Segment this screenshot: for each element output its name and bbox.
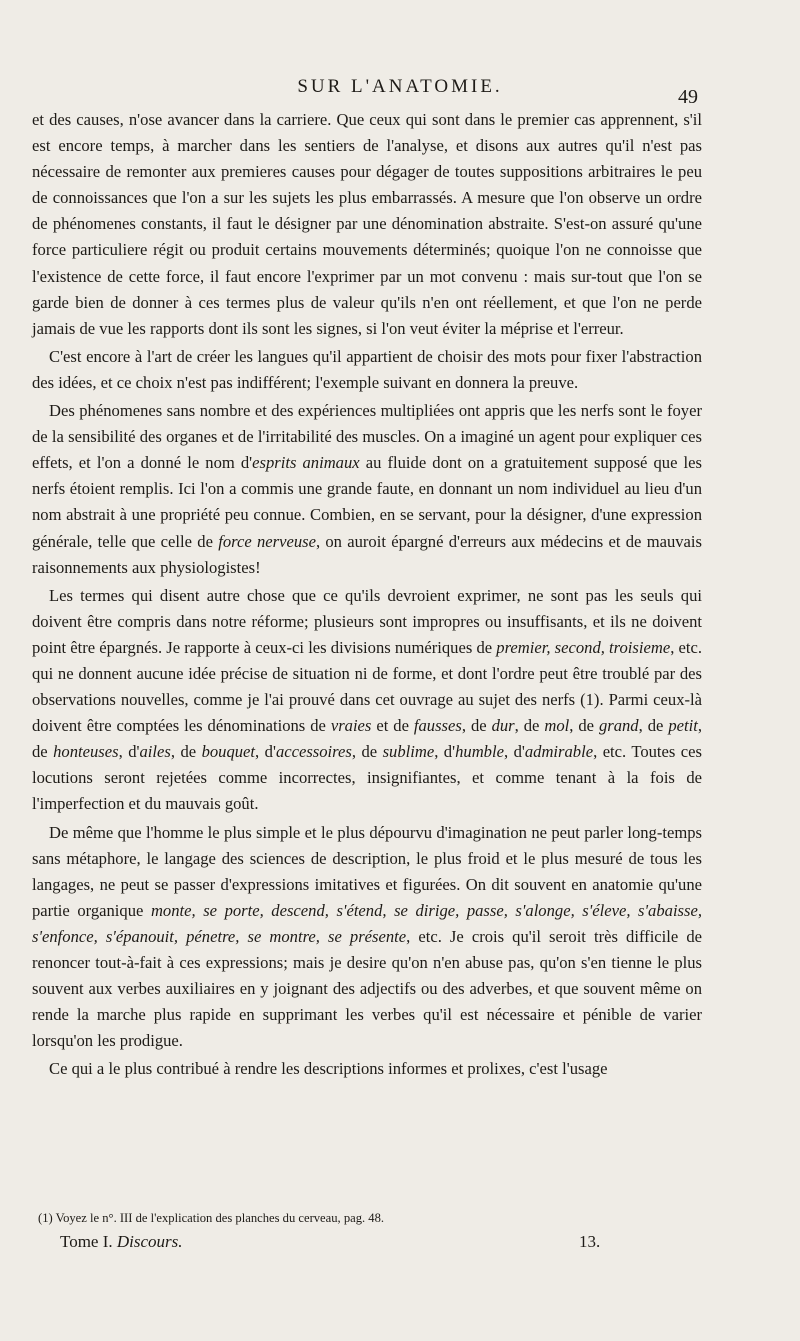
paragraph bbox=[32, 398, 702, 581]
italic-term: sublime bbox=[382, 742, 435, 762]
text-run: , d' bbox=[118, 742, 140, 762]
paragraph bbox=[32, 583, 702, 818]
text-run: , d' bbox=[255, 742, 276, 762]
italic-term: petit bbox=[668, 716, 698, 736]
text-run: De même que l'homme le plus simple et le plus dépourvu d'imagination ne peut parler long-temps sans métaphore, le langage des sciences de description, le plus froid et le plus mesuré de tous les langages, ne peut se passer d'expressions imitatives et figurées. On dit souvent en anatomie qu'une partie organique bbox=[32, 822, 702, 920]
text-run: , de bbox=[32, 716, 702, 762]
italic-term: dur bbox=[491, 716, 515, 736]
text-run: au fluide dont on a gratuitement supposé que les nerfs étoient remplis. Ici l'on a commis une grande faute, en donnant un nom individuel au lieu d'un nom abstrait à une propriété peu connue. Combien, en se servant, pour la désigner, d'une expression générale, telle que celle de bbox=[32, 453, 702, 551]
footnote: (1) Voyez le n°. III de l'explication des planches du cerveau, pag. 48. bbox=[38, 1211, 385, 1225]
text-run: , de bbox=[569, 716, 599, 736]
italic-term: grand bbox=[598, 716, 639, 736]
text-run: , etc. Je crois qu'il seroit très difficile de renoncer tout-à-fait à ces expressions; mais je desire qu'on n'en abuse pas, qu'on s'en tienne le plus souvent aux verbes auxiliaires en y joignant des adjectifs ou des adverbes, et que souvent même on rende la marche plus rapide en supprimant les verbes qu'il est nécessaire et pénible de varier lorsqu'on les prodigue. bbox=[32, 926, 702, 1051]
italic-term: honteuses bbox=[53, 742, 119, 762]
text-run: , de bbox=[170, 742, 202, 762]
text-run: , de bbox=[461, 716, 492, 736]
text-run: Des phénomenes sans nombre et des expériences multipliées ont appris que les nerfs sont le foyer de la sensibilité des organes et de l'irritabilité des muscles. On a imaginé un agent pour expliquer ces effets, et l'on a donné le nom d' bbox=[32, 401, 702, 473]
signature-mark bbox=[60, 1232, 183, 1252]
text-run: , de bbox=[638, 716, 669, 736]
text-run: , de bbox=[351, 742, 383, 762]
italic-term: admirable bbox=[524, 742, 594, 762]
body-text bbox=[32, 107, 702, 1082]
signature-italic: Discours. bbox=[116, 1232, 183, 1251]
italic-term: force nerveuse bbox=[218, 531, 316, 551]
text-run: et des causes, n'ose avancer dans la carriere. Que ceux qui sont dans le premier cas apprennent, s'il est encore temps, à marcher dans les sentiers de l'analyse, et disons aux autres qu'il n'est pas nécessaire de remonter aux premieres causes pour dégager de toutes suppositions arbitraires le peu de connoissances que l'on a sur les sujets les plus embarrassés. A mesure que l'on observe un ordre de phénomenes constants, il faut le désigner par une dénomination abstraite. S'est-on assuré qu'une force particuliere régit ou produit certains mouvements déterminés; quoique l'on ne connoisse que l'existence de cette force, il faut encore l'exprimer par un mot convenu : mais sur-tout que l'on se garde bien de donner à ces termes plus de valeur qu'ils n'en ont réellement, et que l'on ne perde jamais de vue les rapports dont ils sont les signes, si l'on veut éviter la méprise et l'erreur. bbox=[32, 110, 702, 338]
text-run: Les termes qui disent autre chose que ce qu'ils devroient exprimer, ne sont pas les seuls qui doivent être compris dans notre réforme; plusieurs sont impropres ou insuffisants, et ils ne doivent point être épargnés. Je rapporte à ceux-ci les divisions numériques de bbox=[32, 585, 702, 657]
text-run: , on auroit épargné d'erreurs aux médecins et de mauvais raisonnements aux physiologistes! bbox=[32, 531, 702, 577]
sheet-mark: 13. bbox=[579, 1232, 601, 1251]
italic-term: mol bbox=[544, 716, 570, 736]
text-run: , d' bbox=[434, 742, 456, 762]
paragraph bbox=[32, 107, 702, 342]
italic-term: bouquet bbox=[201, 742, 256, 762]
italic-term: vraies bbox=[330, 716, 372, 736]
italic-term: fausses bbox=[413, 716, 462, 736]
text-run: , etc. qui ne donnent aucune idée précise de situation ni de forme, et dont l'ordre peut être troublé par des observations nouvelles, comme je l'ai prouvé dans cet ouvrage au sujet des nerfs (1). Parmi ceux-là doivent être comptées les dénominations de bbox=[32, 637, 702, 736]
text-run: , de bbox=[514, 716, 545, 736]
signature-label: Tome I. bbox=[60, 1232, 113, 1251]
text-run: , etc. Toutes ces locutions seront rejetées comme incorrectes, insignifiantes, et comme tenant à la fois de l'imperfection et du mauvais goût. bbox=[32, 742, 702, 814]
italic-term: accessoires bbox=[275, 742, 352, 762]
page-number: 49 bbox=[678, 86, 698, 108]
italic-term: ailes bbox=[139, 742, 171, 762]
italic-term: monte, se porte, descend, s'étend, se dirige, passe, s'alonge, s'éleve, s'abaisse, s'enfonce, s'épanouit, pénetre, se montre, se présente bbox=[32, 900, 702, 946]
text-run: et de bbox=[371, 716, 414, 736]
italic-term: humble bbox=[455, 742, 504, 762]
italic-term: premier, second, troisieme bbox=[496, 637, 671, 657]
paragraph bbox=[32, 344, 702, 396]
text-run: , d' bbox=[503, 742, 525, 762]
italic-term: esprits animaux bbox=[252, 453, 360, 473]
paragraph bbox=[32, 1056, 702, 1082]
text-run: Ce qui a le plus contribué à rendre les descriptions informes et prolixes, c'est l'usage bbox=[49, 1059, 608, 1079]
paragraph bbox=[32, 820, 702, 1055]
text-run: C'est encore à l'art de créer les langues qu'il appartient de choisir des mots pour fixer l'abstraction des idées, et ce choix n'est pas indifférent; l'exemple suivant en donnera la preuve. bbox=[32, 346, 702, 392]
running-head: SUR L'ANATOMIE. bbox=[297, 76, 503, 97]
